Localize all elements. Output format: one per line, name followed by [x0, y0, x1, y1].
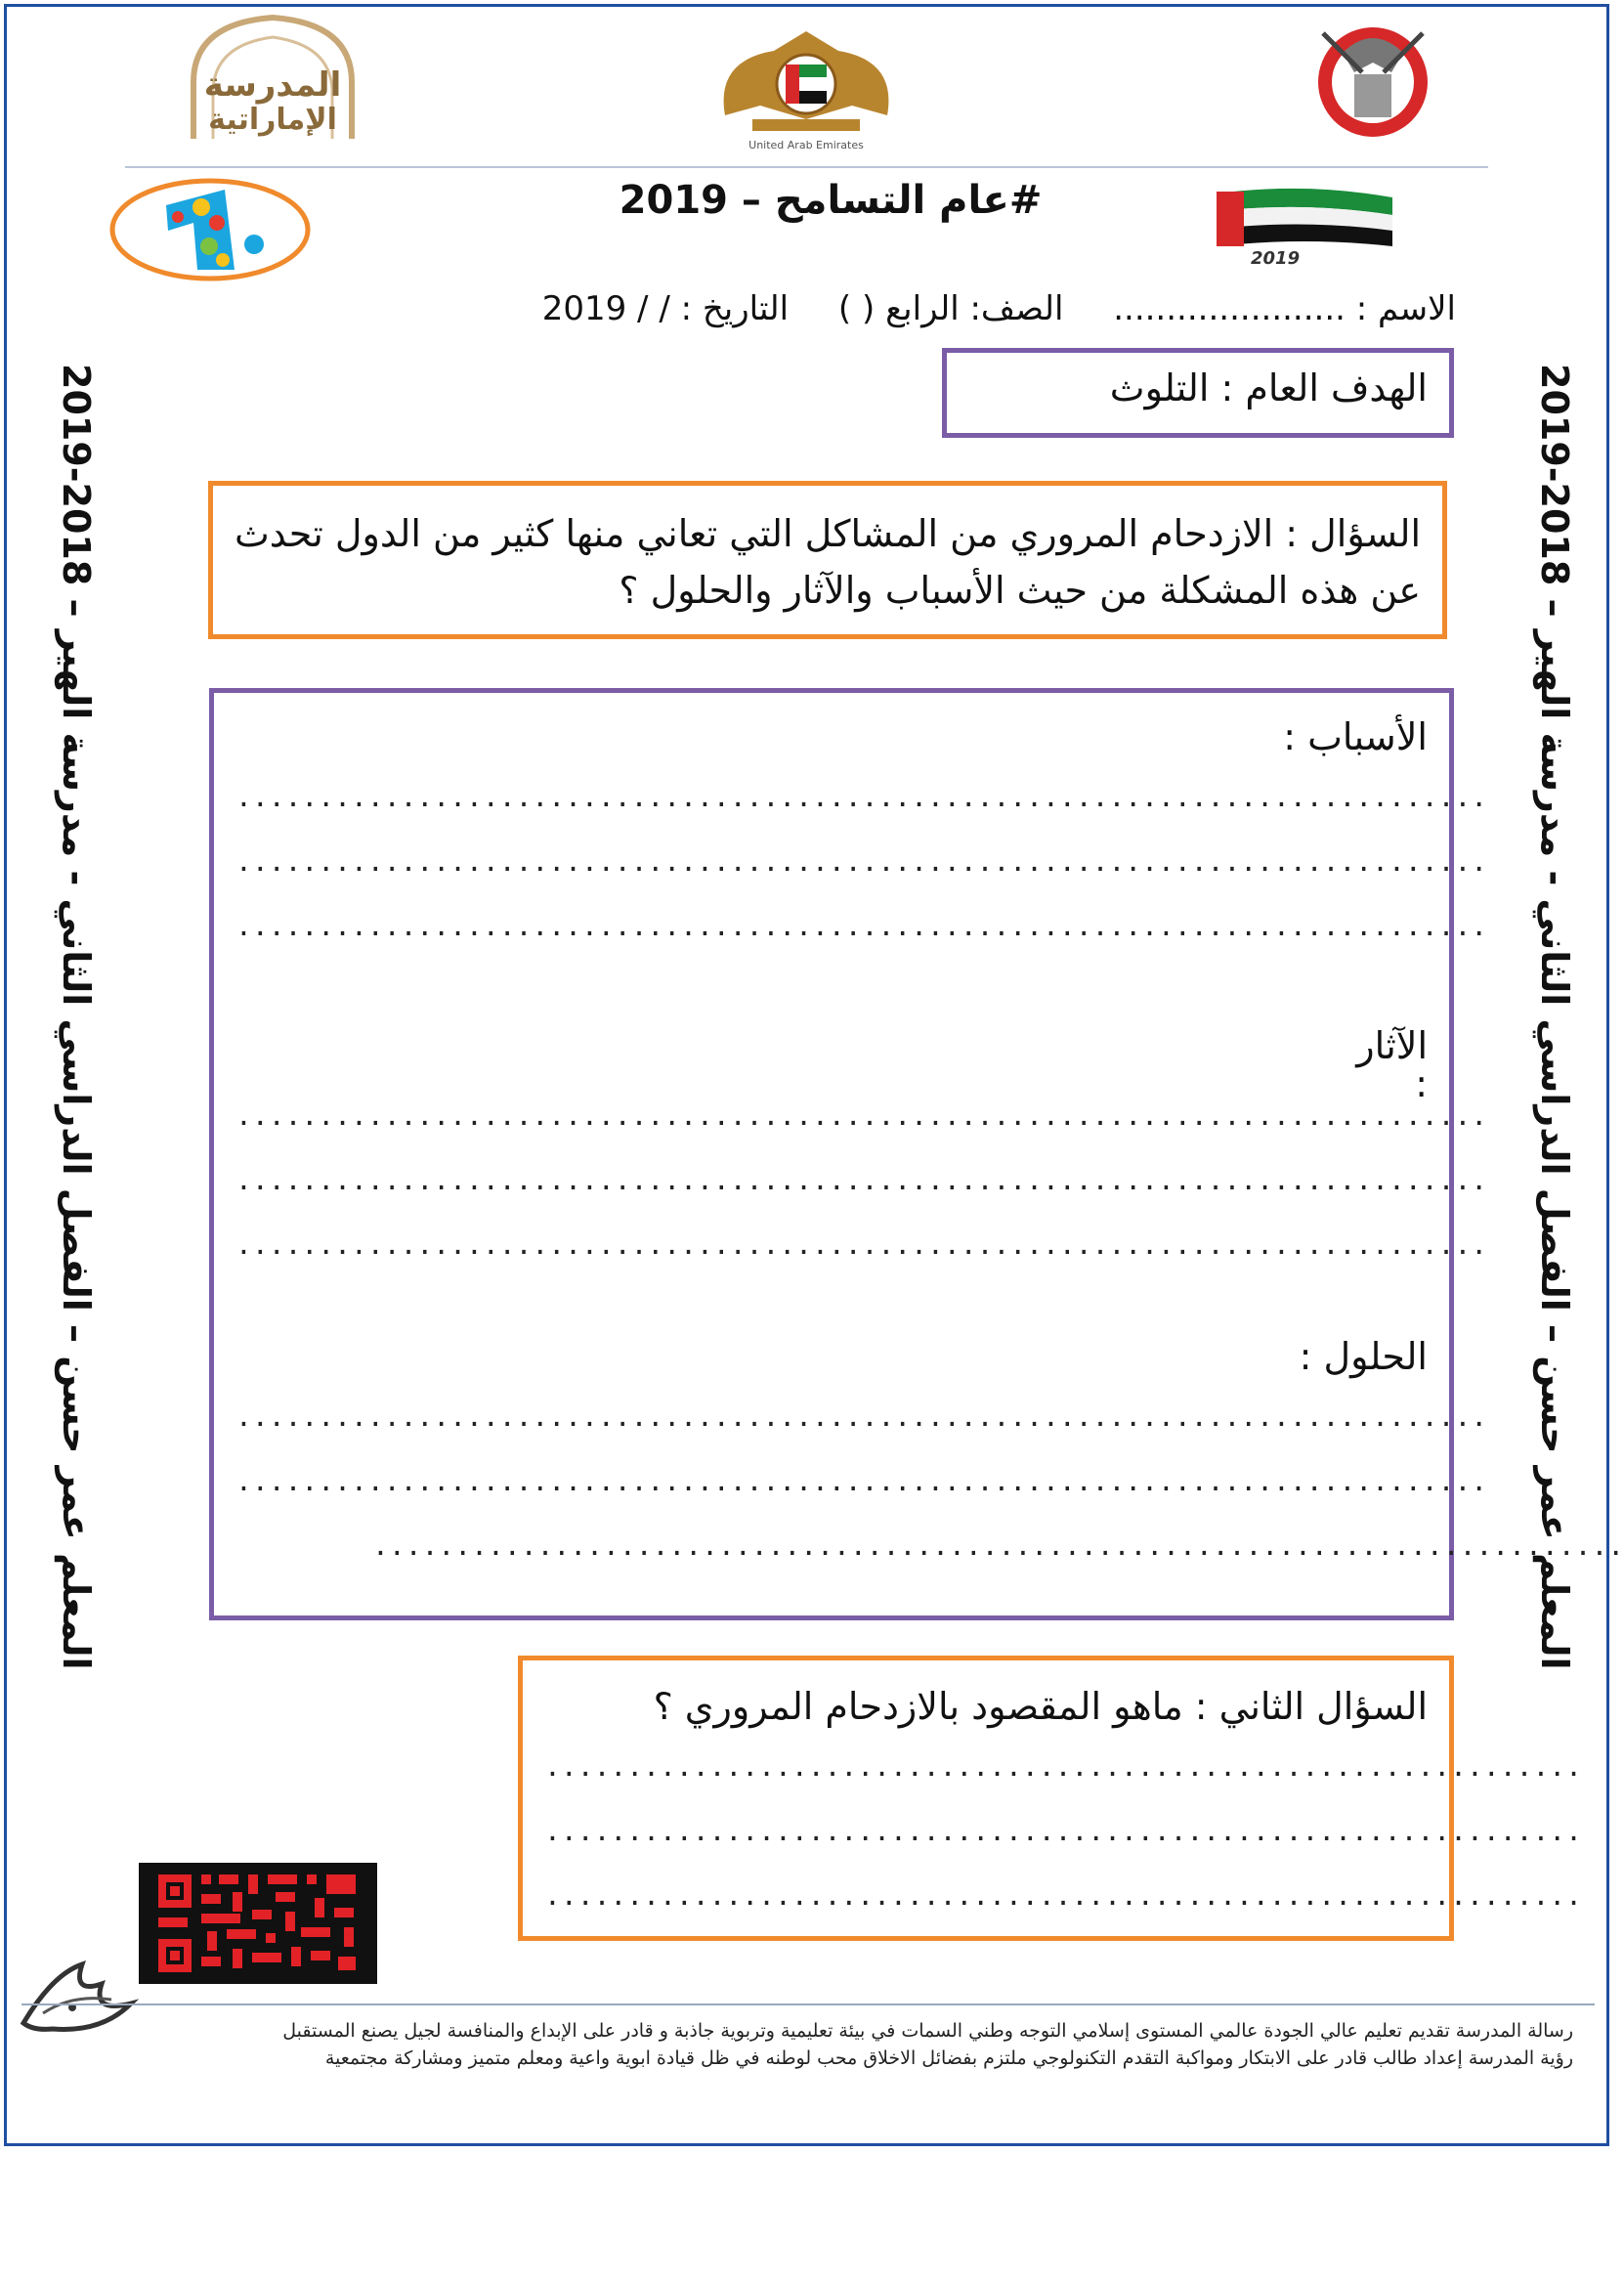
- side-text-left: المعلم عمر حسن – الفصل الدراسي الثاني - مدرسة الهير – 2018-2019: [55, 363, 98, 1670]
- emblem-caption: United Arab Emirates: [748, 139, 864, 151]
- uae-emblem-icon: [705, 22, 907, 152]
- solutions-answer-line[interactable]: ............................................................................: [372, 1529, 1624, 1562]
- question2-text: السؤال الثاني : ماهو المقصود بالازدحام المروري ؟: [653, 1685, 1428, 1728]
- question1-text: السؤال : الازدحام المروري من المشاكل التي تعاني منها كثير من الدول تحدث عن هذه المشكلة من حيث الأسباب والآثار والحلول ؟: [235, 512, 1421, 612]
- school-vision: رؤية المدرسة إعداد طالب قادر على الابتكار ومواكبة التقدم التكنولوجي ملتزم بفضائل الاخلاق محب لوطنه في ظل قيادة ابوية واعية ومعلم متميز ومشاركة مجتمعية: [324, 2047, 1573, 2069]
- header-divider: [125, 166, 1488, 168]
- school-logo: [164, 14, 381, 141]
- causes-answer-line[interactable]: ............................................................................: [235, 910, 1488, 942]
- goal-text: الهدف العام : التلوث: [1109, 366, 1428, 409]
- school-logo-line1: المدرسة: [203, 65, 342, 105]
- causes-answer-line[interactable]: ............................................................................: [235, 845, 1488, 878]
- date-label[interactable]: التاريخ : / / 2019: [541, 289, 790, 328]
- question2-answer-line[interactable]: ...............................................................: [544, 1815, 1583, 1847]
- goal-box: [942, 348, 1454, 438]
- question2-answer-line[interactable]: ...............................................................: [544, 1879, 1583, 1912]
- class-label: الصف: الرابع ( ): [837, 289, 1064, 328]
- solutions-answer-line[interactable]: ............................................................................: [235, 1465, 1488, 1497]
- name-label[interactable]: الاسم : ......................: [1113, 289, 1456, 328]
- year-title: #عام التسامح – 2019: [619, 178, 1043, 223]
- question2-box: [518, 1656, 1583, 1941]
- qr-code-icon[interactable]: [139, 1863, 377, 1984]
- effects-answer-line[interactable]: ............................................................................: [235, 1228, 1488, 1261]
- footer-divider: [21, 2003, 1595, 2005]
- effects-answer-line[interactable]: ............................................................................: [235, 1099, 1488, 1132]
- abudhabi-emblem-icon: [1294, 14, 1452, 141]
- school-mission: رسالة المدرسة تقديم تعليم عالي الجودة عالمي المستوى إسلامي التوجه وطني السمات في بيئة تعليمية وتربوية جاذبة و قادر على الإبداع والمنافسة لجيل يصنع المستقبل: [282, 2020, 1573, 2042]
- question1-box: [208, 481, 1447, 639]
- student-info-row: [147, 289, 1456, 328]
- solutions-label: الحلول :: [1299, 1335, 1428, 1378]
- effects-label: الآثار: [1356, 1024, 1428, 1067]
- education-one-logo: [107, 176, 313, 283]
- solutions-answer-line[interactable]: ............................................................................: [235, 1400, 1488, 1433]
- effects-answer-line[interactable]: ............................................................................: [235, 1164, 1488, 1196]
- flag-caption: 2019: [1251, 248, 1301, 269]
- footer-mission-vision: [98, 2017, 1573, 2072]
- causes-label: الأسباب :: [1283, 715, 1428, 758]
- effects-colon: :: [1415, 1062, 1428, 1105]
- school-logo-line2: الإماراتية: [208, 103, 337, 137]
- side-text-right: المعلم عمر حسن – الفصل الدراسي الثاني - مدرسة الهير – 2018-2019: [1533, 363, 1576, 1670]
- uae-flag-icon: [1217, 188, 1392, 276]
- question2-answer-line[interactable]: ...............................................................: [544, 1750, 1583, 1783]
- causes-answer-line[interactable]: ............................................................................: [235, 781, 1488, 813]
